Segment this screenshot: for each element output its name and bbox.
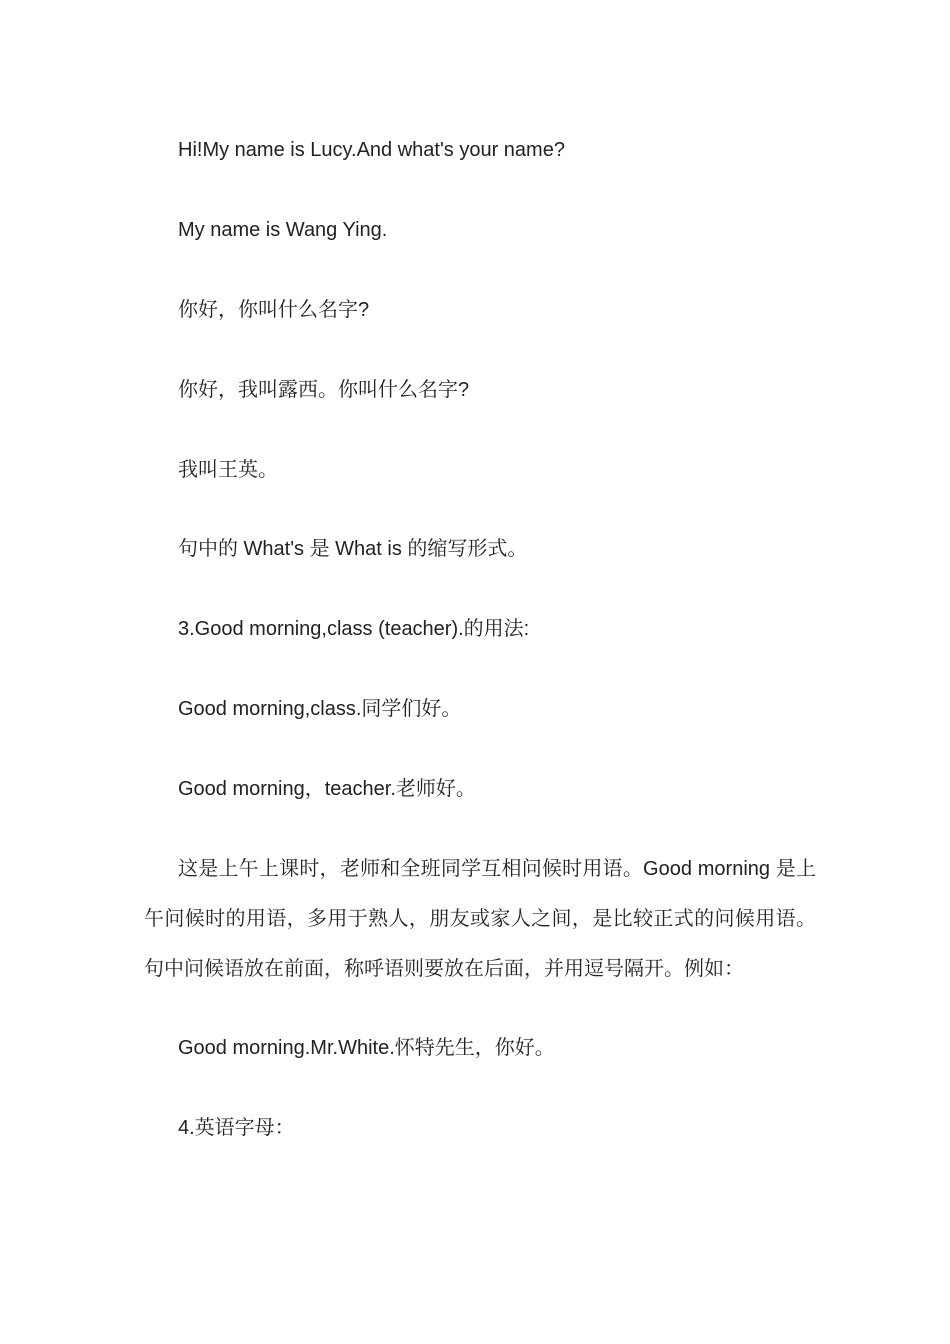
text-line-contraction-note: 句中的 What's 是 What is 的缩写形式。	[178, 538, 528, 560]
text-line-chinese-question: 你好，你叫什么名字?	[178, 299, 370, 321]
text-line-chinese-translation: 你好，我叫露西。你叫什么名字?	[178, 379, 470, 401]
text-line-chinese-answer: 我叫王英。	[178, 459, 278, 481]
text-line-example-teacher: Good morning，teacher.老师好。	[178, 778, 476, 800]
text-line-example-class: Good morning,class.同学们好。	[178, 698, 462, 720]
text-line-example-mr-white: Good morning.Mr.White.怀特先生，你好。	[178, 1037, 555, 1059]
text-line-greeting-question: Hi!My name is Lucy.And what's your name?	[178, 139, 565, 161]
text-line-name-answer: My name is Wang Ying.	[178, 219, 388, 241]
explanation-paragraph: 这是上午上课时，老师和全班同学互相问候时用语。Good morning 是上午问候时的用语，多用于熟人，朋友或家人之间，是比较正式的问候用语。句中问候语放在前面，称呼语则要放在后面，并用逗号隔开。例如：	[144, 858, 816, 980]
section-heading-alphabet: 4.英语字母：	[178, 1117, 295, 1139]
section-heading-good-morning: 3.Good morning,class (teacher).的用法:	[178, 618, 530, 640]
